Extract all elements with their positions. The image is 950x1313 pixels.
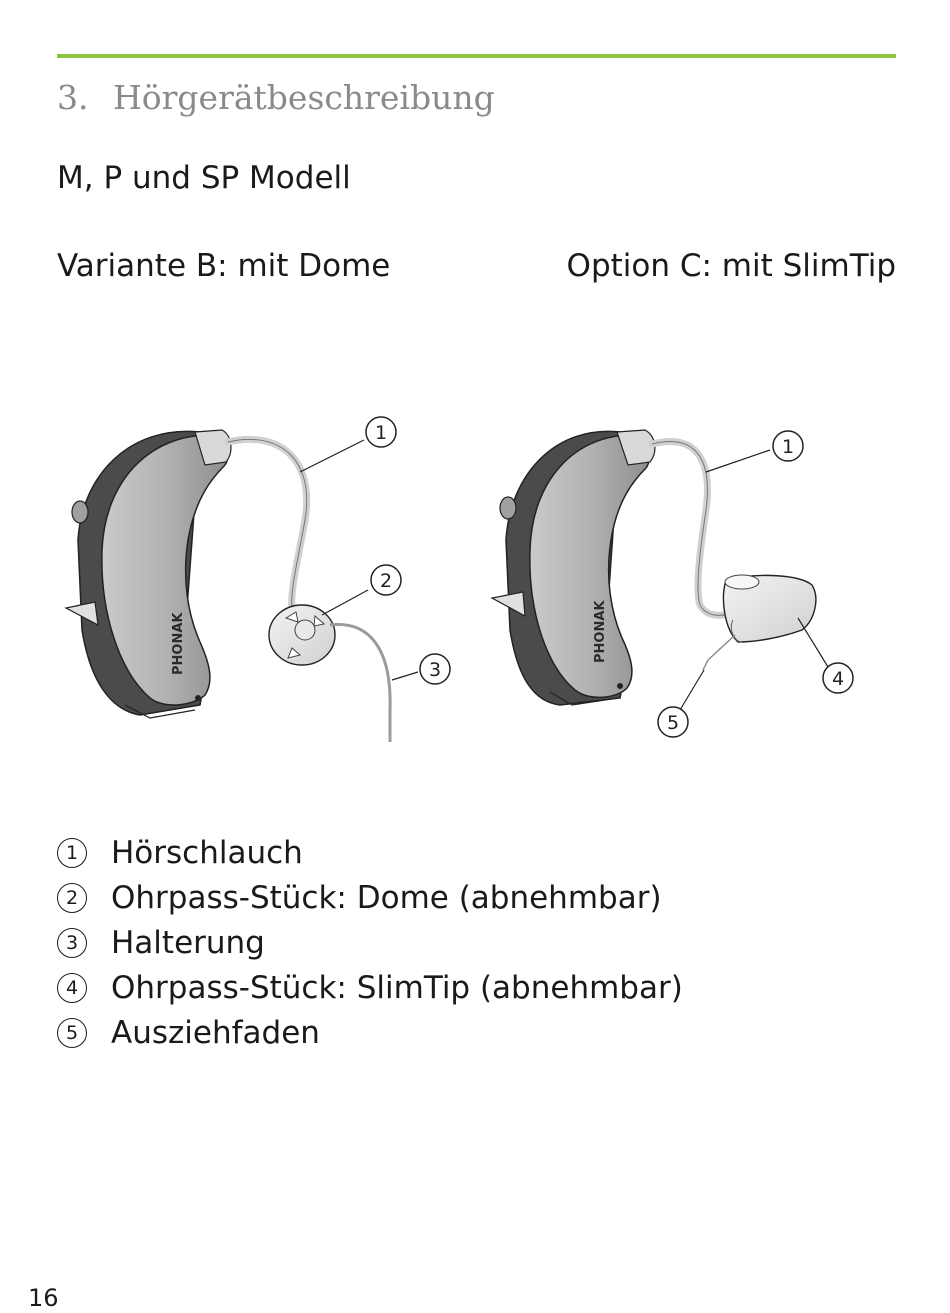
brand-logo-right: PHONAK [593,600,608,663]
legend-marker: 2 [57,883,87,913]
legend-label: Ohrpass-Stück: SlimTip (abnehmbar) [111,969,683,1006]
hearing-aid-right [492,430,816,705]
section-title-text: Hörgerätbeschreibung [113,78,495,117]
legend-item [57,920,683,965]
legend-marker: 3 [57,928,87,958]
legend-label: Ausziehfaden [111,1014,320,1051]
parts-legend [57,830,683,1055]
section-heading [57,78,495,117]
dome-earpiece [269,605,335,665]
legend-label: Hörschlauch [111,834,303,871]
legend-marker: 4 [57,973,87,1003]
callout-1-right: 1 [781,436,795,458]
option-c-heading: Option C: mit SlimTip [566,248,896,284]
legend-item [57,1010,683,1055]
slimtip-earpiece [723,575,815,642]
callout-2-left: 2 [379,570,393,592]
page-number: 16 [28,1284,59,1312]
legend-label: Halterung [111,924,265,961]
legend-item [57,830,683,875]
legend-item [57,875,683,920]
variant-b-heading: Variante B: mit Dome [57,248,391,284]
hearing-aid-left [66,430,393,742]
legend-label: Ohrpass-Stück: Dome (abnehmbar) [111,879,662,916]
legend-marker: 5 [57,1018,87,1048]
callout-3-left: 3 [428,659,442,681]
callout-1-left: 1 [374,422,388,444]
legend-marker: 1 [57,838,87,868]
legend-item [57,965,683,1010]
callout-5-right: 5 [666,712,680,734]
callout-4-right: 4 [831,668,845,690]
hearing-aid-illustration [0,380,950,780]
brand-logo-left: PHONAK [171,612,186,675]
header-rule [57,54,896,58]
section-number: 3. [57,78,89,117]
model-title: M, P und SP Modell [57,160,351,196]
